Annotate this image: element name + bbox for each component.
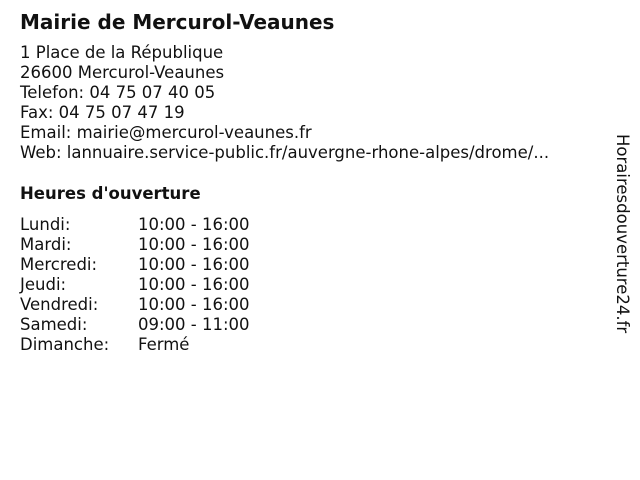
hours-day: Vendredi: [20,295,99,314]
hours-row [20,215,250,235]
hours-row [20,295,250,315]
address-city: 26600 Mercurol-Veaunes [20,63,225,82]
hours-row [20,275,250,295]
address-street: 1 Place de la République [20,43,224,62]
hours-time: 10:00 - 16:00 [138,295,250,314]
hours-day: Dimanche: [20,335,110,354]
hours-day: Mardi: [20,235,72,254]
hours-time: 10:00 - 16:00 [138,235,250,254]
hours-day: Jeudi: [20,275,67,294]
hours-time: 10:00 - 16:00 [138,215,250,234]
hours-row [20,255,250,275]
email-address: Email: mairie@mercurol-veaunes.fr [20,123,312,142]
hours-day: Mercredi: [20,255,98,274]
hours-time: 10:00 - 16:00 [138,275,250,294]
hours-table [20,215,250,355]
hours-row [20,315,250,335]
hours-time: Fermé [138,335,190,354]
phone-number: Telefon: 04 75 07 40 05 [20,83,216,102]
website-link: Web: lannuaire.service-public.fr/auvergne-rhone-alpes/drome/... [20,143,550,162]
hours-row [20,235,250,255]
hours-time: 10:00 - 16:00 [138,255,250,274]
hours-row [20,335,250,355]
hours-day: Lundi: [20,215,71,234]
hours-time: 09:00 - 11:00 [138,315,250,334]
office-card [20,10,605,355]
fax-number: Fax: 04 75 07 47 19 [20,103,185,122]
brand-watermark: Horairesdouverture24.fr [613,134,632,334]
office-title: Mairie de Mercurol-Veaunes [20,10,335,34]
hours-heading: Heures d'ouverture [20,184,201,203]
hours-day: Samedi: [20,315,88,334]
